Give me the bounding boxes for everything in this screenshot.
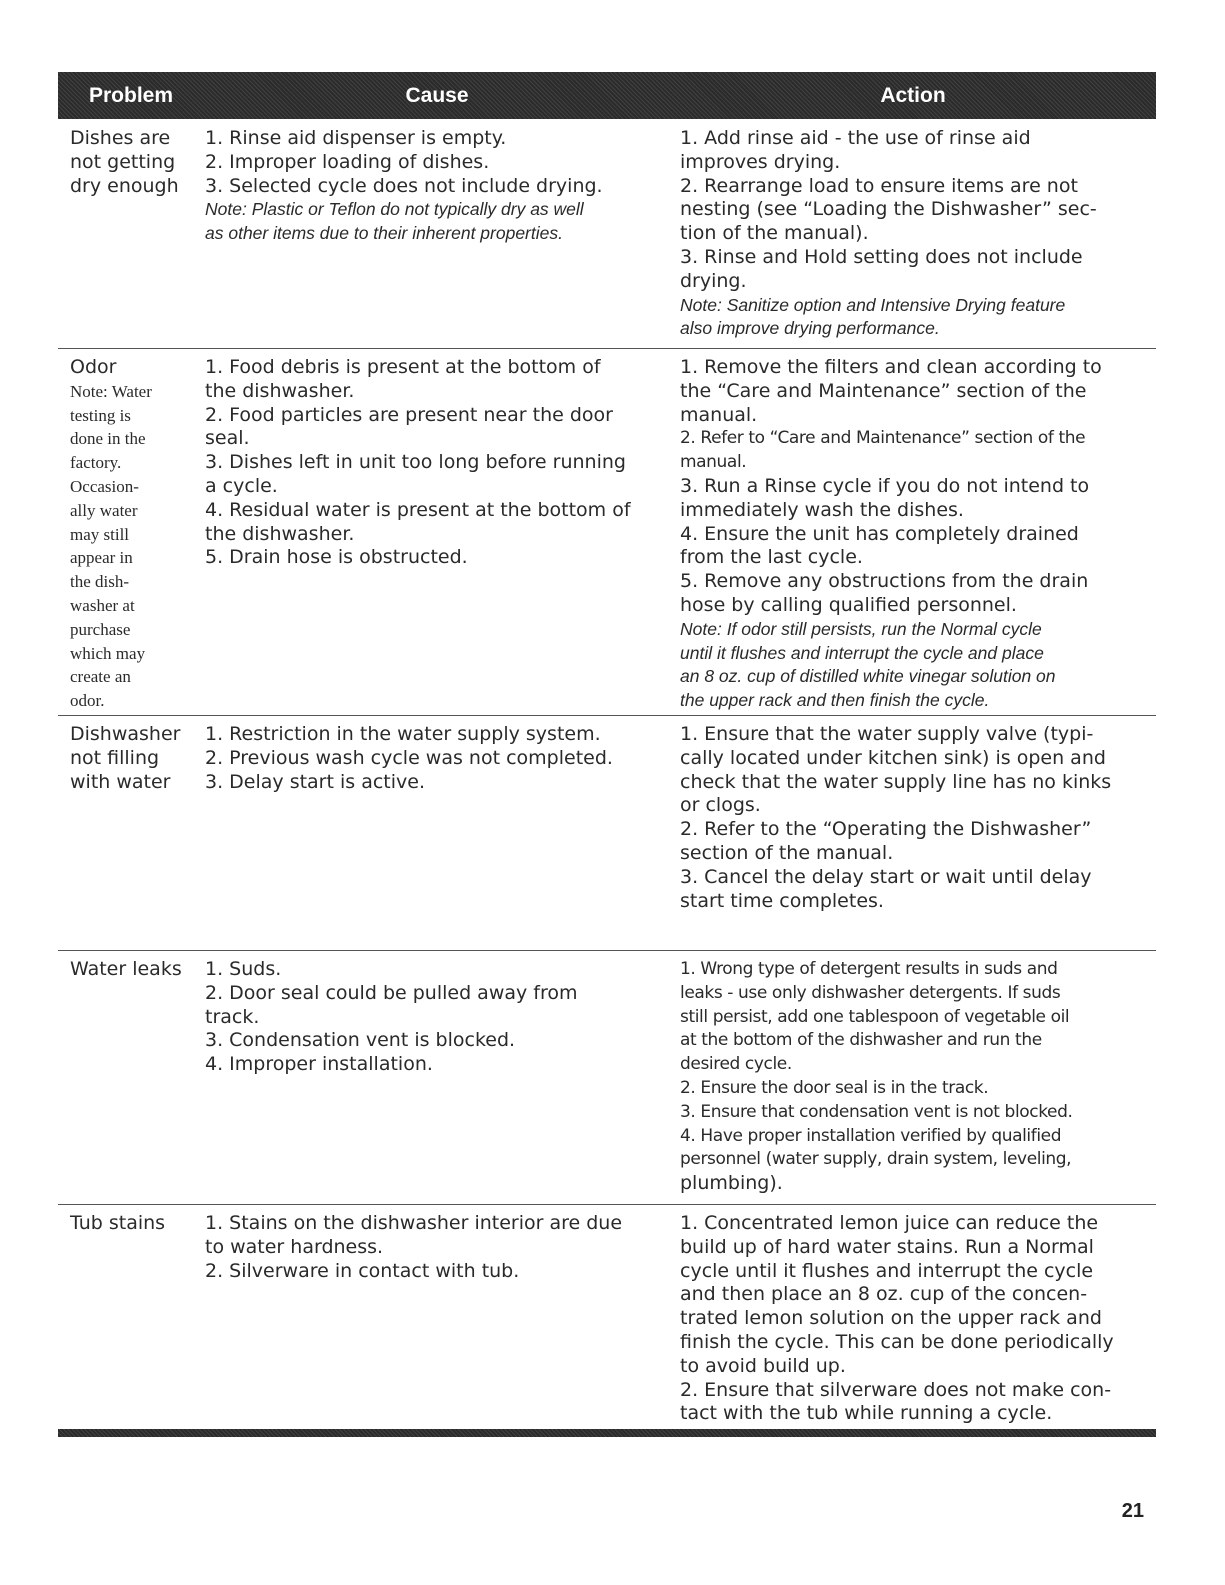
cause-text-line: a cycle.: [205, 474, 278, 497]
cause-text-line: 1. Stains on the dishwasher interior are due: [205, 1212, 623, 1234]
action-text-line: check that the water supply line has no kinks: [680, 770, 1112, 793]
cause-text-line: 1. Suds.: [205, 958, 282, 980]
problem-text-line: purchase: [70, 619, 131, 639]
cause-cell: [205, 127, 675, 246]
action-text-line: 3. Cancel the delay start or wait until delay: [680, 865, 1092, 888]
problem-text-line: not filling: [70, 746, 160, 769]
problem-text-line: with water: [70, 770, 171, 793]
action-text-line: build up of hard water stains. Run a Normal: [680, 1235, 1094, 1258]
action-text-line: 1. Add rinse aid - the use of rinse aid: [680, 127, 1031, 149]
action-text-line: manual.: [680, 452, 747, 473]
row-divider: [58, 715, 1156, 716]
action-text-line: 3. Rinse and Hold setting does not include: [680, 245, 1083, 268]
cause-text-line: Note: Plastic or Teflon do not typically dry as well: [205, 199, 584, 220]
action-text-line: also improve drying performance.: [680, 318, 940, 339]
cause-text-line: 4. Residual water is present at the bottom of: [205, 498, 631, 521]
problem-cell: [70, 723, 210, 794]
action-text-line: tion of the manual).: [680, 222, 869, 245]
action-text-line: 2. Refer to “Care and Maintenance” section of the: [680, 428, 1086, 449]
action-text-line: Note: If odor still persists, run the Normal cycle: [680, 618, 1042, 639]
action-text-line: nesting (see “Loading the Dishwasher” sec-: [680, 198, 1097, 221]
cause-text-line: 2. Food particles are present near the door: [205, 403, 613, 426]
action-cell: [680, 356, 1150, 713]
action-text-line: manual.: [680, 403, 758, 426]
row-divider: [58, 1204, 1156, 1205]
cause-text-line: 4. Improper installation.: [205, 1053, 433, 1076]
action-text-line: 2. Refer to the “Operating the Dishwasher”: [680, 818, 1092, 841]
action-text-line: 2. Ensure the door seal is in the track.: [680, 1077, 989, 1098]
action-text-line: 4. Have proper installation verified by qualified: [680, 1125, 1062, 1146]
row-divider: [58, 348, 1156, 349]
cause-cell: [205, 723, 675, 794]
action-text-line: 1. Concentrated lemon juice can reduce the: [680, 1212, 1099, 1234]
action-text-line: finish the cycle. This can be done periodically: [680, 1330, 1114, 1353]
action-text-line: trated lemon solution on the upper rack and: [680, 1307, 1102, 1330]
cause-cell: [205, 1212, 675, 1283]
action-text-line: 1. Wrong type of detergent results in suds and: [680, 959, 1058, 979]
problem-text-line: Water leaks: [70, 958, 182, 980]
action-text-line: 2. Rearrange load to ensure items are not: [680, 174, 1078, 197]
action-text-line: section of the manual.: [680, 841, 894, 864]
action-text-line: 5. Remove any obstructions from the drain: [680, 570, 1089, 593]
cause-text-line: 3. Delay start is active.: [205, 770, 425, 793]
page-number: 21: [1121, 1500, 1144, 1522]
action-text-line: and then place an 8 oz. cup of the concen-: [680, 1283, 1088, 1306]
cause-text-line: 1. Rinse aid dispenser is empty.: [205, 127, 507, 149]
action-text-line: drying.: [680, 269, 747, 292]
problem-text-line: Occasion-: [70, 476, 139, 496]
action-text-line: cally located under kitchen sink) is open and: [680, 746, 1106, 769]
cause-text-line: 5. Drain hose is obstructed.: [205, 546, 468, 569]
problem-text-line: factory.: [70, 453, 122, 473]
problem-text-line: odor.: [70, 691, 105, 711]
action-text-line: or clogs.: [680, 794, 761, 817]
action-text-line: 2. Ensure that silverware does not make con-: [680, 1378, 1112, 1401]
cause-text-line: 3. Dishes left in unit too long before running: [205, 451, 626, 474]
cause-text-line: as other items due to their inherent properties.: [205, 223, 563, 244]
problem-text-line: Odor: [70, 356, 117, 378]
action-cell: [680, 958, 1150, 1196]
cause-text-line: seal.: [205, 427, 250, 450]
action-text-line: leaks - use only dishwasher detergents. If suds: [680, 982, 1061, 1003]
cause-text-line: 2. Previous wash cycle was not completed.: [205, 746, 613, 769]
header-problem: Problem: [88, 84, 174, 107]
problem-cell: [70, 356, 210, 713]
problem-text-line: ally water: [70, 500, 138, 520]
cause-text-line: 2. Silverware in contact with tub.: [205, 1259, 520, 1282]
problem-text-line: may still: [70, 524, 130, 544]
table-bottom-bar: [58, 1429, 1156, 1437]
problem-text-line: dry enough: [70, 174, 179, 197]
problem-text-line: testing is: [70, 405, 131, 425]
action-text-line: until it flushes and interrupt the cycle and place: [680, 642, 1044, 663]
cause-text-line: track.: [205, 1005, 260, 1028]
cause-text-line: the dishwasher.: [205, 379, 355, 402]
cause-text-line: 1. Restriction in the water supply system.: [205, 723, 601, 745]
action-text-line: to avoid build up.: [680, 1354, 846, 1377]
problem-text-line: done in the: [70, 429, 146, 449]
problem-text-line: Note: Water: [70, 381, 152, 401]
action-text-line: the upper rack and then finish the cycle.: [680, 690, 990, 711]
action-text-line: improves drying.: [680, 150, 841, 173]
problem-text-line: the dish-: [70, 572, 130, 592]
action-text-line: the “Care and Maintenance” section of the: [680, 379, 1087, 402]
problem-cell: [70, 127, 210, 198]
action-cell: [680, 723, 1150, 913]
header-cause: Cause: [405, 84, 469, 107]
problem-cell: [70, 1212, 210, 1236]
table-header: [58, 72, 1156, 119]
action-text-line: from the last cycle.: [680, 546, 863, 569]
action-text-line: immediately wash the dishes.: [680, 498, 964, 521]
action-text-line: cycle until it flushes and interrupt the cycle: [680, 1259, 1094, 1282]
action-text-line: Note: Sanitize option and Intensive Drying feature: [680, 294, 1066, 315]
action-text-line: 1. Remove the filters and clean according to: [680, 356, 1102, 378]
problem-text-line: Dishwasher: [70, 723, 181, 745]
cause-text-line: 3. Condensation vent is blocked.: [205, 1029, 516, 1052]
header-action: Action: [880, 84, 946, 107]
cause-text-line: 3. Selected cycle does not include drying.: [205, 174, 603, 197]
action-cell: [680, 127, 1150, 341]
action-text-line: plumbing).: [680, 1172, 783, 1195]
action-text-line: at the bottom of the dishwasher and run the: [680, 1030, 1042, 1051]
action-text-line: tact with the tub while running a cycle.: [680, 1402, 1053, 1425]
action-text-line: 3. Ensure that condensation vent is not blocked.: [680, 1101, 1073, 1122]
problem-text-line: washer at: [70, 595, 135, 615]
problem-text-line: not getting: [70, 150, 176, 173]
cause-text-line: 1. Food debris is present at the bottom of: [205, 356, 601, 378]
action-text-line: 3. Run a Rinse cycle if you do not intend to: [680, 474, 1090, 497]
action-text-line: an 8 oz. cup of distilled white vinegar solution on: [680, 666, 1056, 687]
action-text-line: desired cycle.: [680, 1054, 792, 1075]
action-text-line: personnel (water supply, drain system, leveling,: [680, 1149, 1072, 1170]
cause-text-line: 2. Door seal could be pulled away from: [205, 981, 578, 1004]
cause-text-line: to water hardness.: [205, 1235, 384, 1258]
action-text-line: 1. Ensure that the water supply valve (typi-: [680, 723, 1094, 745]
cause-text-line: the dishwasher.: [205, 522, 355, 545]
problem-text-line: Dishes are: [70, 127, 171, 149]
action-text-line: 4. Ensure the unit has completely drained: [680, 522, 1079, 545]
cause-cell: [205, 356, 675, 570]
action-text-line: start time completes.: [680, 889, 884, 912]
action-text-line: still persist, add one tablespoon of vegetable oil: [680, 1006, 1070, 1027]
action-cell: [680, 1212, 1150, 1426]
action-text-line: hose by calling qualified personnel.: [680, 593, 1017, 616]
row-divider: [58, 950, 1156, 951]
cause-cell: [205, 958, 675, 1077]
problem-cell: [70, 958, 210, 982]
problem-text-line: appear in: [70, 548, 133, 568]
problem-text-line: which may: [70, 643, 146, 663]
problem-text-line: create an: [70, 667, 131, 687]
cause-text-line: 2. Improper loading of dishes.: [205, 150, 490, 173]
problem-text-line: Tub stains: [70, 1212, 166, 1234]
